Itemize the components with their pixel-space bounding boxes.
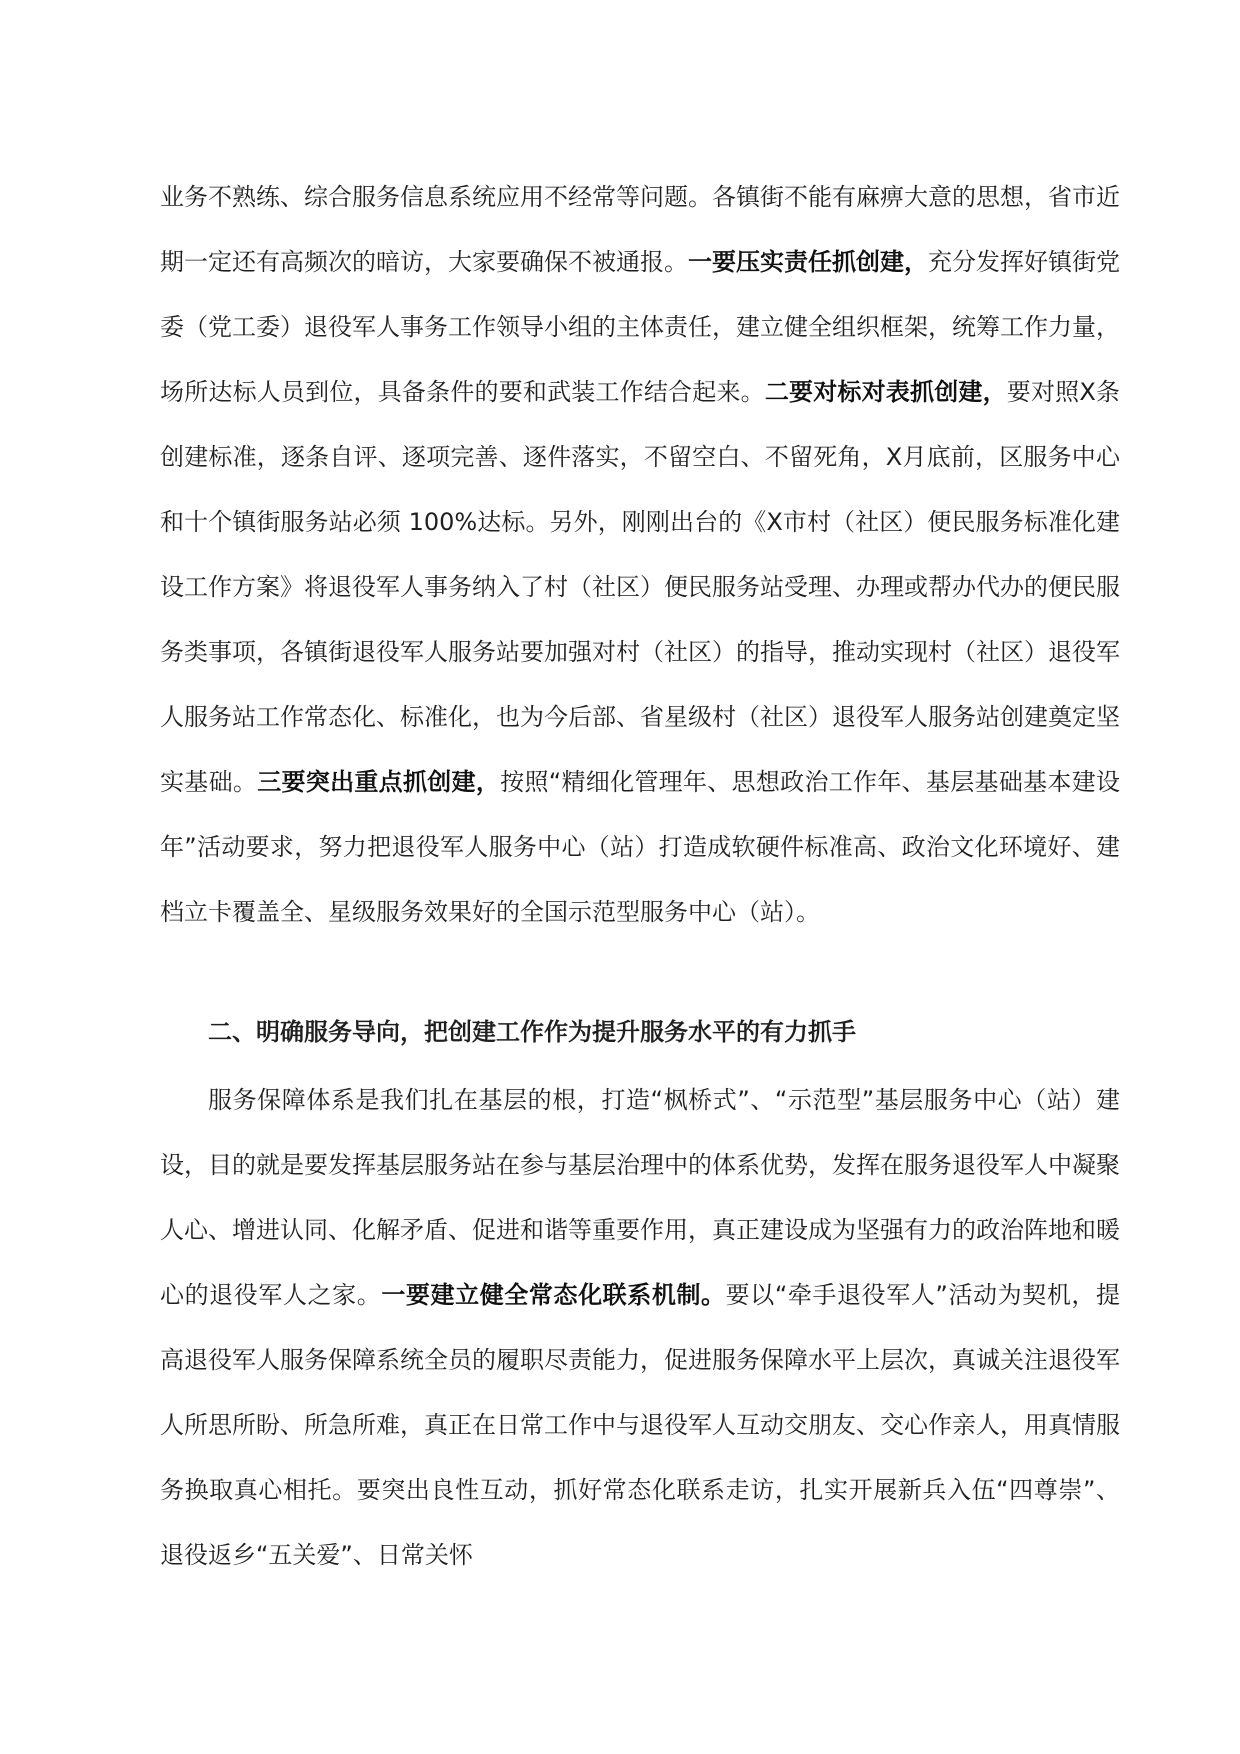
paragraph-text <box>160 165 1120 945</box>
bold-phrase: 三要突出重点抓创建， <box>257 768 501 796</box>
bold-phrase: 一要压实责任抓创建， <box>688 248 928 276</box>
text-run: 业务不熟练、综合服务信息系统应用不经常等问题。各镇街不能有麻痹大意的思想，省市近期一定还有高频次的暗访，大家要确保不被通报。 <box>160 183 1120 276</box>
paragraph-text <box>160 1068 1120 1588</box>
body-paragraph <box>160 1068 1120 1588</box>
section-heading: 二、明确服务导向，把创建工作作为提升服务水平的有力抓手 <box>208 1018 856 1046</box>
text-run: 充分发挥好镇街党委（党工委）退役军人事务工作领导小组的主体责任，建立健全组织框架，统筹工作力量，场所达标人员到位，具备条件的要和武装工作结合起来。 <box>160 248 1120 406</box>
body-paragraph <box>160 165 1120 945</box>
bold-phrase: 一要建立健全常态化联系机制。 <box>381 1281 726 1309</box>
text-run: 要以“牵手退役军人”活动为契机，提高退役军人服务保障系统全员的履职尽责能力，促进服务保障水平上层次，真诚关注退役军人所思所盼、所急所难，真正在日常工作中与退役军人互动交朋友、交心作亲人，用真情服务换取真心相托。要突出良性互动，抓好常态化联系走访，扎实开展新兵入伍“四尊崇”、退役返乡“五关爱”、日常关怀 <box>160 1281 1121 1569</box>
text-run: 要对照Ⅹ条创建标准，逐条自评、逐项完善、逐件落实，不留空白、不留死角，Ⅹ月底前，区服务中心和十个镇街服务站必须 100%达标。另外，刚刚出台的《Ⅹ市村（社区）便民服务标准化建设工作方案》将退役军人事务纳入了村（社区）便民服务站受理、办理或帮办代办的便民服务类事项，各镇街退役军人服务站要加强对村（社区）的指导，推动实现村（社区）退役军人服务站工作常态化、标准化，也为今后部、省星级村（社区）退役军人服务站创建奠定坚实基础。 <box>160 378 1120 796</box>
bold-phrase: 二要对标对表抓创建， <box>764 378 1007 406</box>
text-run: 按照“精细化管理年、思想政治工作年、基层基础基本建设年”活动要求，努力把退役军人服务中心（站）打造成软硬件标准高、政治文化环境好、建档立卡覆盖全、星级服务效果好的全国示范型服务中心（站）。 <box>160 768 1120 926</box>
text-run: 服务保障体系是我们扎在基层的根，打造“枫桥式”、“示范型”基层服务中心（站）建设，目的就是要发挥基层服务站在参与基层治理中的体系优势，发挥在服务退役军人中凝聚人心、增进认同、化解矛盾、促进和谐等重要作用，真正建设成为坚强有力的政治阵地和暖心的退役军人之家。 <box>160 1086 1120 1309</box>
